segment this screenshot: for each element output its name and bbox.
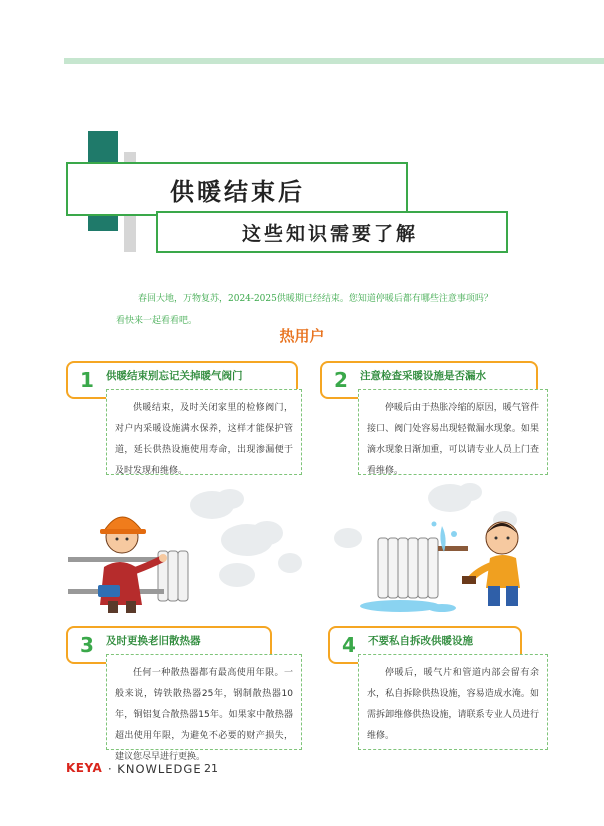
- tip-1-number: 1: [80, 368, 94, 392]
- sub-title-box: [156, 211, 508, 253]
- tip-2-heading: 注意检查采暖设施是否漏水: [360, 370, 486, 382]
- page-number: 21: [204, 762, 218, 775]
- intro-paragraph: 春回大地，万物复苏，2024-2025供暖期已经结束。您知道停暖后都有哪些注意事项吗？看快来一起看看吧。: [116, 294, 493, 326]
- section-title: 热用户: [279, 327, 325, 345]
- tip-3-number: 3: [80, 633, 94, 657]
- tip-4-heading: 不要私自拆改供暖设施: [368, 635, 473, 647]
- sub-title: 这些知识需要了解: [242, 222, 419, 245]
- worker-valve-illustration: [62, 485, 302, 615]
- tip-1-body: 供暖结束，及时关闭家里的检修阀门，对户内采暖设施满水保养，这样才能保护管道，延长供热设施使用寿命，出现渗漏便于及时发现和维修。: [106, 389, 302, 475]
- tip-4-body: 停暖后，暖气片和管道内部会留有余水，私自拆除供热设施，容易造成水淹。如需拆卸维修供热设施，请联系专业人员进行维修。: [358, 654, 548, 750]
- top-divider: [64, 58, 604, 64]
- footer-brand: KEYA: [66, 761, 103, 775]
- tip-3-heading: 及时更换老旧散热器: [106, 635, 201, 647]
- tip-2-number: 2: [334, 368, 348, 392]
- tip-1-heading: 供暖结束别忘记关掉暖气阀门: [106, 370, 243, 382]
- main-title: 供暖结束后: [170, 177, 305, 206]
- tip-4-number: 4: [342, 633, 356, 657]
- leaking-radiator-illustration: [330, 480, 550, 620]
- main-title-box: [66, 162, 408, 216]
- tip-2-body: 停暖后由于热胀冷缩的原因，暖气管件接口、阀门处容易出现轻微漏水现象。如果滴水现象日渐加重，可以请专业人员上门查看维修。: [358, 389, 548, 475]
- footer-label: · KNOWLEDGE: [108, 762, 202, 776]
- tip-3-body: 任何一种散热器都有最高使用年限。一般来说，铸铁散热器25年，钢制散热器10年，铜铝复合散热器15年。如果家中散热器超出使用年限，为避免不必要的财产损失，建议您尽早进行更换。: [106, 654, 302, 750]
